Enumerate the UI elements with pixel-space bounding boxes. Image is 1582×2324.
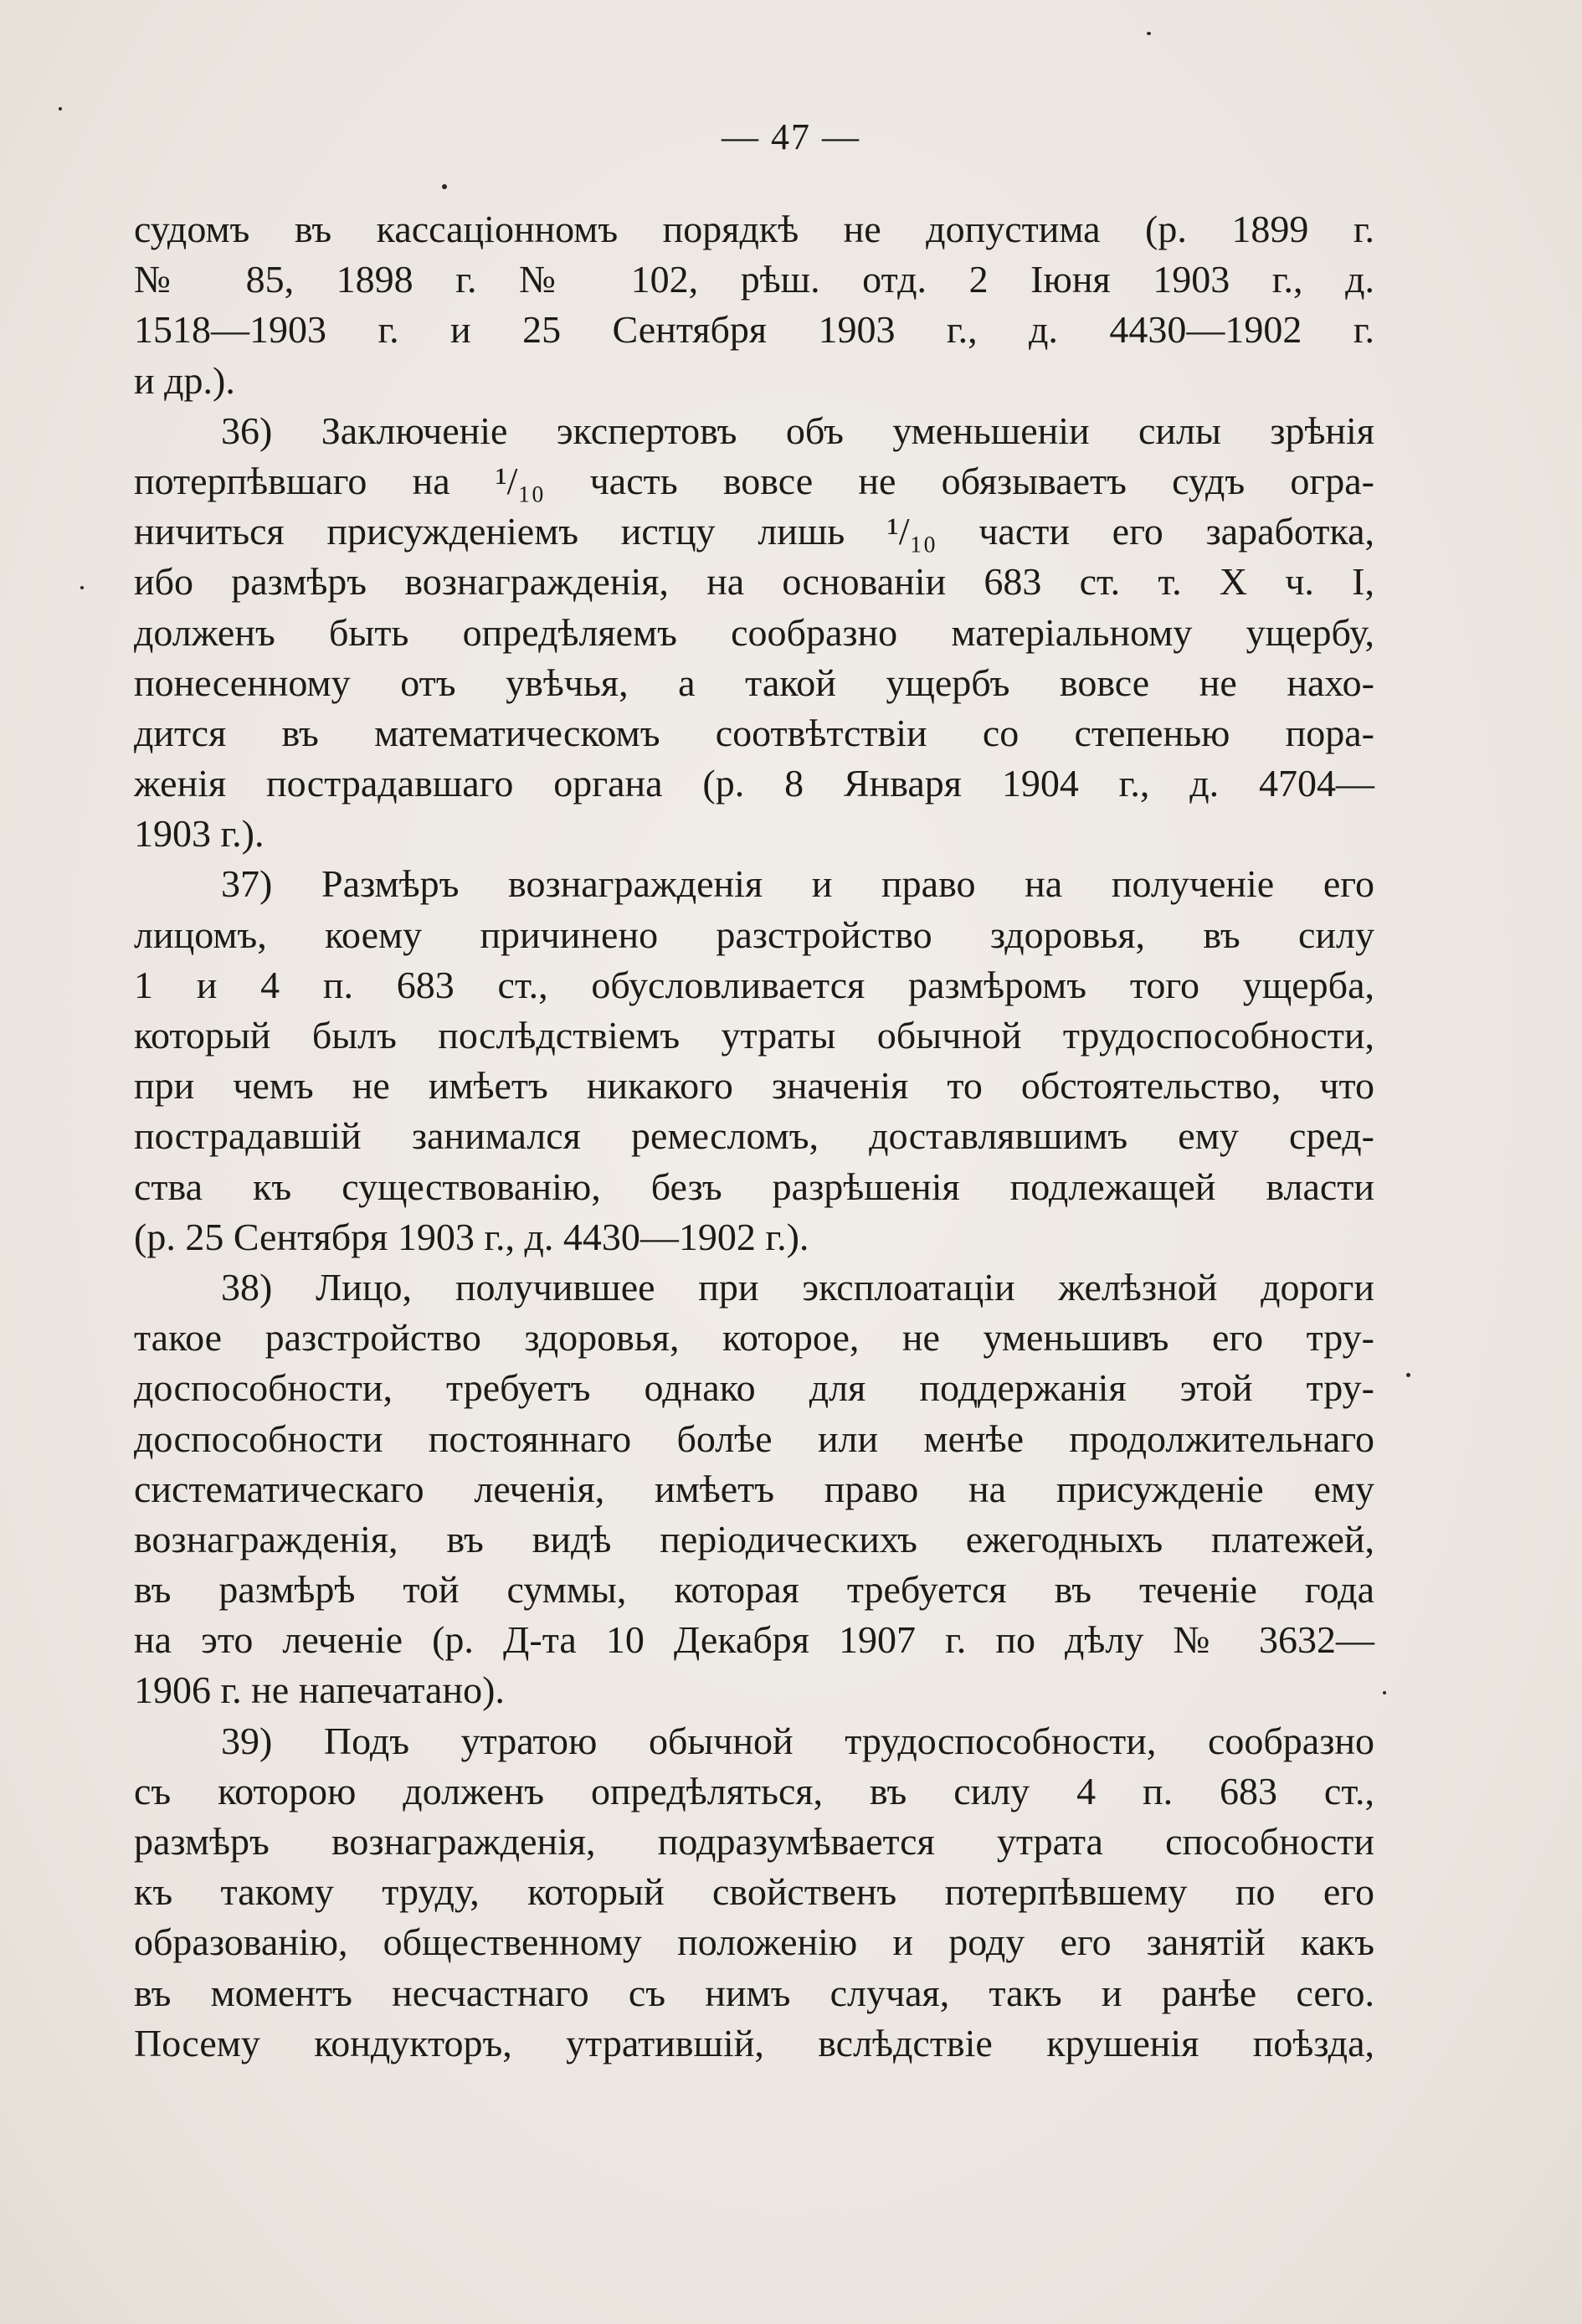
text-line: ибо размѣръ вознагражденія, на основаніи 683 ст. т. X ч. I, (134, 560, 1374, 604)
text-line: въ моментъ несчастнаго съ нимъ случая, такъ и ранѣе сего. (134, 1971, 1374, 2014)
text-line: ничиться присужденіемъ истцу лишь ¹/₁₀ части его заработка, (134, 510, 1374, 553)
text-line: на это леченіе (р. Д-та 10 Декабря 1907 г. по дѣлу № 3632— (134, 1618, 1374, 1662)
scan-speck (442, 184, 447, 189)
text-line: 1518—1903 г. и 25 Сентября 1903 г., д. 4430—1902 г. (134, 308, 1374, 352)
text-line: размѣръ вознагражденія, подразумѣвается утрата способности (134, 1820, 1374, 1863)
text-line: къ такому труду, который свойственъ потерпѣвшему по его (134, 1870, 1374, 1914)
text-line: при чемъ не имѣетъ никакого значенія то обстоятельство, что (134, 1064, 1374, 1108)
text-line: доспособности, требуетъ однако для поддержанія этой тру- (134, 1366, 1374, 1410)
text-line: доспособности постояннаго болѣе или менѣе продолжительнаго (134, 1417, 1374, 1460)
paragraph-39-start: 39) Подъ утратою обычной трудоспособности, сообразно (221, 1719, 1374, 1762)
text-line: долженъ быть опредѣляемъ сообразно матеріальному ущербу, (134, 610, 1374, 654)
text-line: 1906 г. не напечатано). (134, 1668, 505, 1712)
text-line: женія пострадавшаго органа (р. 8 Января 1904 г., д. 4704— (134, 762, 1374, 805)
page-number: — 47 — (722, 116, 860, 157)
scan-speck (80, 586, 84, 589)
text-line: въ размѣрѣ той суммы, которая требуется въ теченіе года (134, 1568, 1374, 1612)
scan-speck (1383, 1691, 1386, 1694)
text-line: систематическаго леченія, имѣетъ право на присужденіе ему (134, 1467, 1374, 1510)
text-line: вознагражденія, въ видѣ періодическихъ ежегодныхъ платежей, (134, 1517, 1374, 1560)
paragraph-38-start: 38) Лицо, получившее при эксплоатаціи желѣзной дороги (221, 1265, 1374, 1309)
text-line: и др.). (134, 358, 235, 402)
text-line: ства къ существованію, безъ разрѣшенія подлежащей власти (134, 1165, 1374, 1208)
text-line: 1903 г.). (134, 812, 265, 856)
text-line: (р. 25 Сентября 1903 г., д. 4430—1902 г.). (134, 1215, 809, 1258)
text-line: № 85, 1898 г. № 102, рѣш. отд. 2 Іюня 1903 г., д. (134, 258, 1374, 301)
text-line: Посему кондукторъ, утратившій, вслѣдствіе крушенія поѣзда, (134, 2021, 1374, 2064)
text-line: дится въ математическомъ соотвѣтствіи со степенью пора- (134, 711, 1374, 754)
text-line: такое разстройство здоровья, которое, не уменьшивъ его тру- (134, 1316, 1374, 1360)
paragraph-37-start: 37) Размѣръ вознагражденія и право на полученіе его (221, 862, 1374, 906)
scan-speck (59, 107, 62, 111)
text-line: потерпѣвшаго на ¹/₁₀ часть вовсе не обязываетъ судъ огра- (134, 459, 1374, 502)
text-line: пострадавшій занимался ремесломъ, доставлявшимъ ему сред- (134, 1114, 1374, 1158)
text-line: понесенному отъ увѣчья, а такой ущербъ вовсе не нахо- (134, 661, 1374, 704)
scan-speck (1406, 1373, 1410, 1377)
text-line: съ которою долженъ опредѣляться, въ силу 4 п. 683 ст., (134, 1769, 1374, 1812)
scan-speck (1147, 32, 1151, 35)
text-line: образованію, общественному положенію и роду его занятій какъ (134, 1920, 1374, 1964)
text-line: судомъ въ кассаціонномъ порядкѣ не допустима (р. 1899 г. (134, 208, 1374, 250)
text-line: лицомъ, коему причинено разстройство здоровья, въ силу (134, 913, 1374, 956)
paragraph-36-start: 36) Заключеніе экспертовъ объ уменьшеніи силы зрѣнія (221, 409, 1374, 452)
text-line: 1 и 4 п. 683 ст., обусловливается размѣромъ того ущерба, (134, 963, 1374, 1006)
text-line: который былъ послѣдствіемъ утраты обычной трудоспособности, (134, 1014, 1374, 1057)
body-text (134, 204, 1374, 2069)
